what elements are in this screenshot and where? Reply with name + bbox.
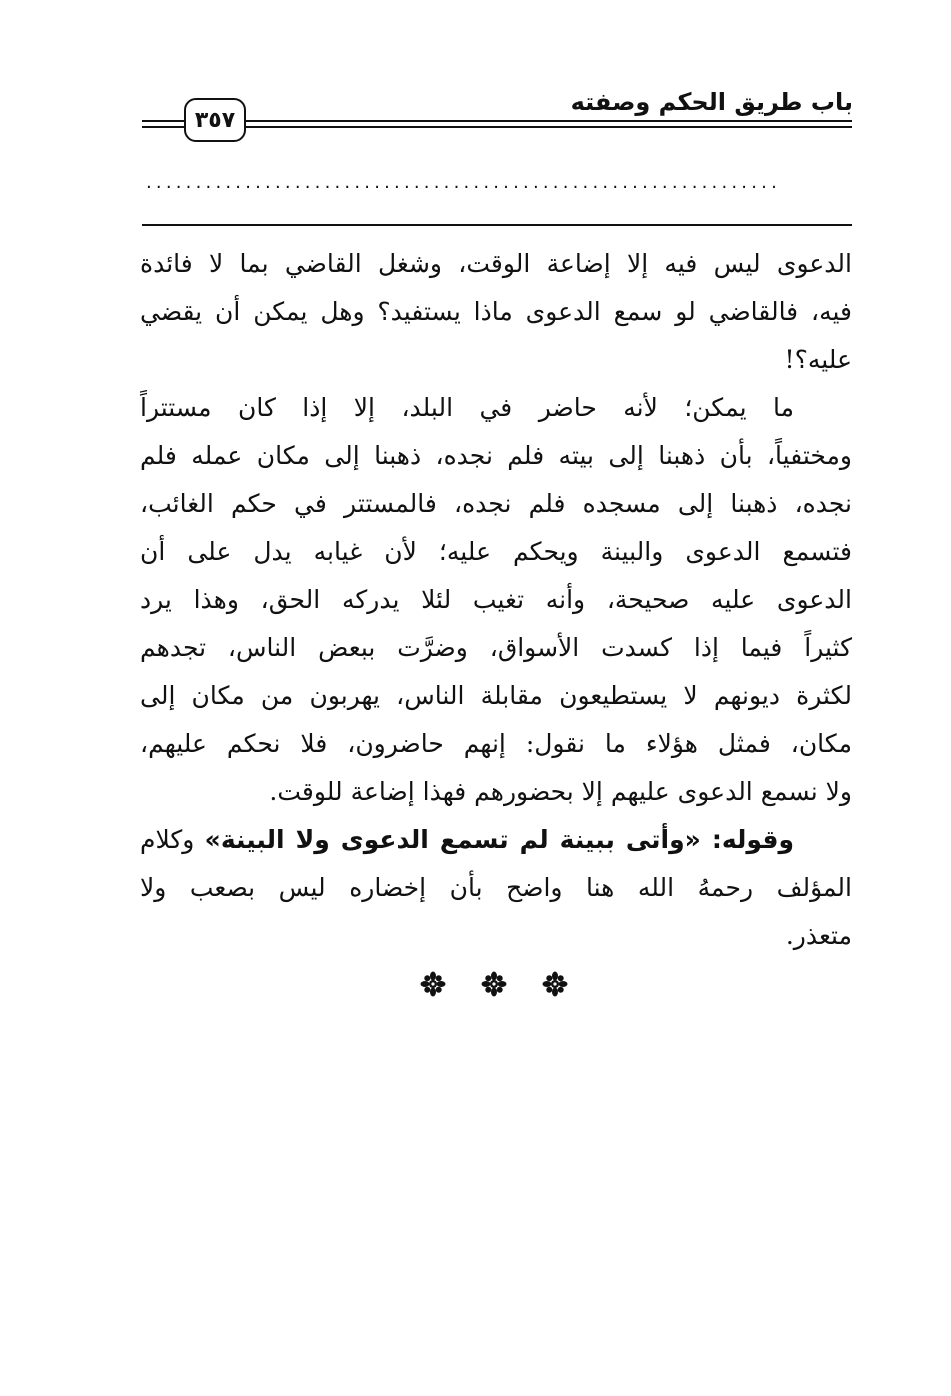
paragraph-2 [140,384,852,816]
flower-ornament-icon [420,971,446,997]
text-line: نجده، ذهبنا إلى مسجده فلم نجده، فالمستتر في حكم الغائب، [140,489,852,518]
text-line: عليه؟! [784,345,852,374]
text-line: ما يمكن؛ لأنه حاضر في البلد، إلا إذا كان مستتراً [140,393,794,422]
text-line: فيه، فالقاضي لو سمع الدعوى ماذا يستفيد؟ وهل يمكن أن يقضي [140,297,852,326]
text-line [140,816,852,864]
section-end-ornaments [420,966,568,1002]
paragraph-3 [140,816,852,960]
text-line: متعذر. [785,921,852,950]
page-body [140,240,852,960]
text-line: كثيراً فيما إذا كسدت الأسواق، وضرَّت ببعض الناس، تجدهم [140,633,852,662]
text-fragment: وكلام [140,825,205,854]
page-number: ٣٥٧ [184,98,246,142]
text-line: لكثرة ديونهم لا يستطيعون مقابلة الناس، يهربون من مكان إلى [140,681,852,710]
text-line: ولا نسمع الدعوى عليهم إلا بحضورهم فهذا إضاعة للوقت. [269,777,852,806]
text-line: الدعوى ليس فيه إلا إضاعة الوقت، وشغل القاضي بما لا فائدة [140,249,852,278]
flower-ornament-icon [481,971,507,997]
header-rule-left [142,120,186,132]
paragraph-1 [140,240,852,384]
header-divider [142,224,852,226]
flower-ornament-icon [542,971,568,997]
text-line: فتسمع الدعوى والبينة ويحكم عليه؛ لأن غيابه يدل على أن [140,537,852,566]
quoted-matn-text: وقوله: «وأتى ببينة لم تسمع الدعوى ولا البينة» [204,825,794,854]
text-line: المؤلف رحمهُ الله هنا واضح بأن إخضاره ليس بصعب ولا [140,873,852,902]
dotted-separator: ................................................................ [146,172,781,192]
chapter-title: باب طريق الحكم وصفته [570,88,853,116]
text-line: ومختفياً، بأن ذهبنا إلى بيته فلم نجده، ذهبنا إلى مكان عمله فلم [140,441,852,470]
text-line: الدعوى عليه صحيحة، وأنه تغيب لئلا يدركه الحق، وهذا يرد [140,585,852,614]
header-rule-right [246,120,852,132]
text-line: مكان، فمثل هؤلاء ما نقول: إنهم حاضرون، فلا نحكم عليهم، [140,729,852,758]
